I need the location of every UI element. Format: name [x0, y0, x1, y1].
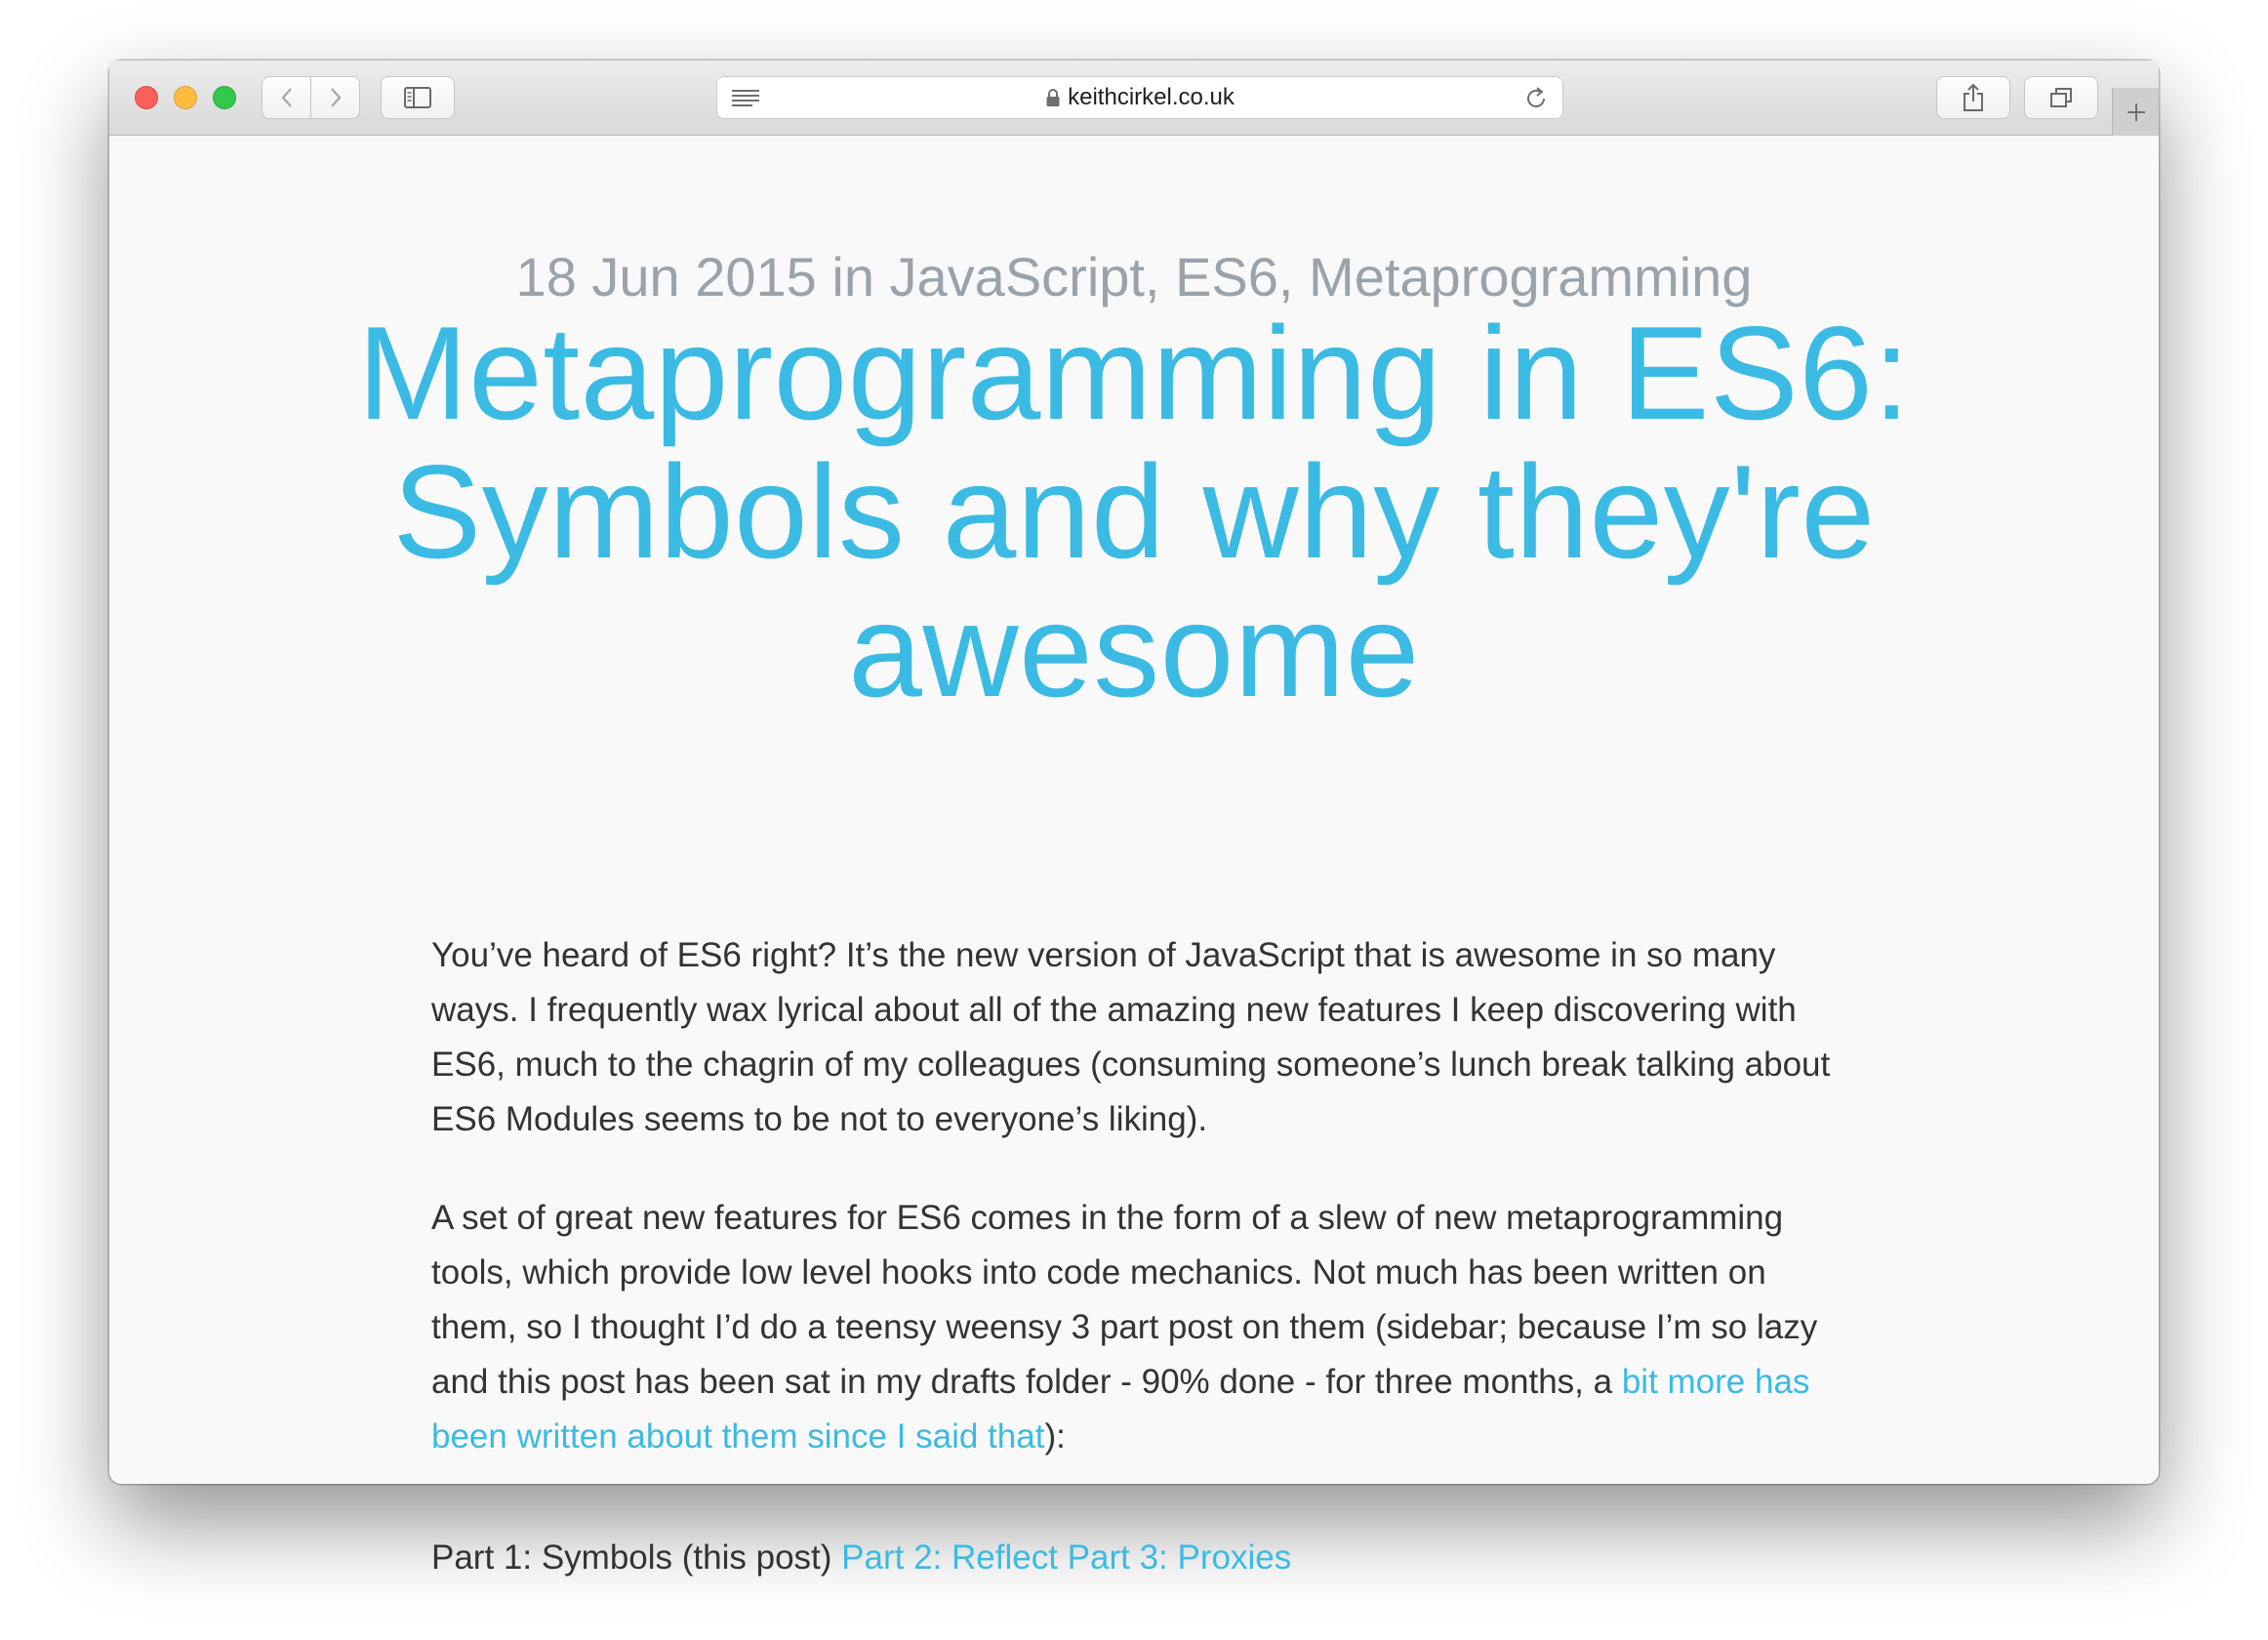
page-content	[109, 136, 2159, 1577]
tabs-overview-button[interactable]	[2024, 76, 2098, 119]
forward-button[interactable]	[310, 76, 360, 119]
reload-icon[interactable]	[1523, 86, 1549, 111]
series-current: Part 1: Symbols (this post)	[431, 1538, 832, 1577]
zoom-window-button[interactable]	[213, 86, 236, 109]
features-paragraph	[431, 1191, 1837, 1464]
browser-window	[109, 61, 2159, 1577]
post-meta: 18 Jun 2015 in JavaScript, ES6, Metaprogramming	[515, 246, 1753, 308]
plus-icon	[2125, 101, 2148, 124]
series-link-reflect[interactable]: Part 2: Reflect	[841, 1538, 1058, 1577]
url-text: keithcirkel.co.uk	[1068, 83, 1235, 110]
more-written-link[interactable]: bit more has been written about them since I said that	[431, 1363, 1810, 1456]
intro-paragraph: You’ve heard of ES6 right? It’s the new version of JavaScript that is awesome in so many ways. I frequently wax lyrical about all of the amazing new features I keep discovering with ES6, much to the chagrin of my colleagues (consuming someone’s lunch break talking about ES6 Modules seems to be not to everyone’s liking).	[431, 936, 1831, 1138]
share-icon	[1962, 83, 1985, 112]
series-links	[431, 1531, 1837, 1585]
sidebar-icon	[403, 86, 432, 109]
back-button[interactable]	[262, 76, 311, 119]
chevron-left-icon	[279, 86, 295, 109]
lock-icon	[1045, 88, 1061, 107]
post-title: Metaprogramming in ES6: Symbols and why they're awesome	[357, 299, 1911, 724]
features-paragraph-text: A set of great new features for ES6 comes in the form of a slew of new metaprogramming tools, which provide low level hooks into code mechanics. Not much has been written on them, so I thought I’d do a teensy weensy 3 part post on them (sidebar; because I’m so lazy and this post has been sat in my drafts folder - 90% done - for three months, a	[431, 1199, 1818, 1401]
tabs-overview-icon	[2048, 86, 2074, 109]
share-button[interactable]	[1936, 76, 2010, 119]
address-bar[interactable]	[716, 76, 1563, 119]
chevron-right-icon	[328, 86, 344, 109]
url-display[interactable]	[717, 77, 1562, 117]
sidebar-button[interactable]	[381, 76, 455, 119]
close-window-button[interactable]	[135, 86, 158, 109]
minimize-window-button[interactable]	[174, 86, 197, 109]
features-paragraph-end: ):	[1044, 1417, 1066, 1456]
browser-toolbar	[109, 61, 2159, 136]
series-link-proxies[interactable]: Part 3: Proxies	[1067, 1538, 1292, 1577]
new-tab-button[interactable]	[2112, 88, 2159, 136]
